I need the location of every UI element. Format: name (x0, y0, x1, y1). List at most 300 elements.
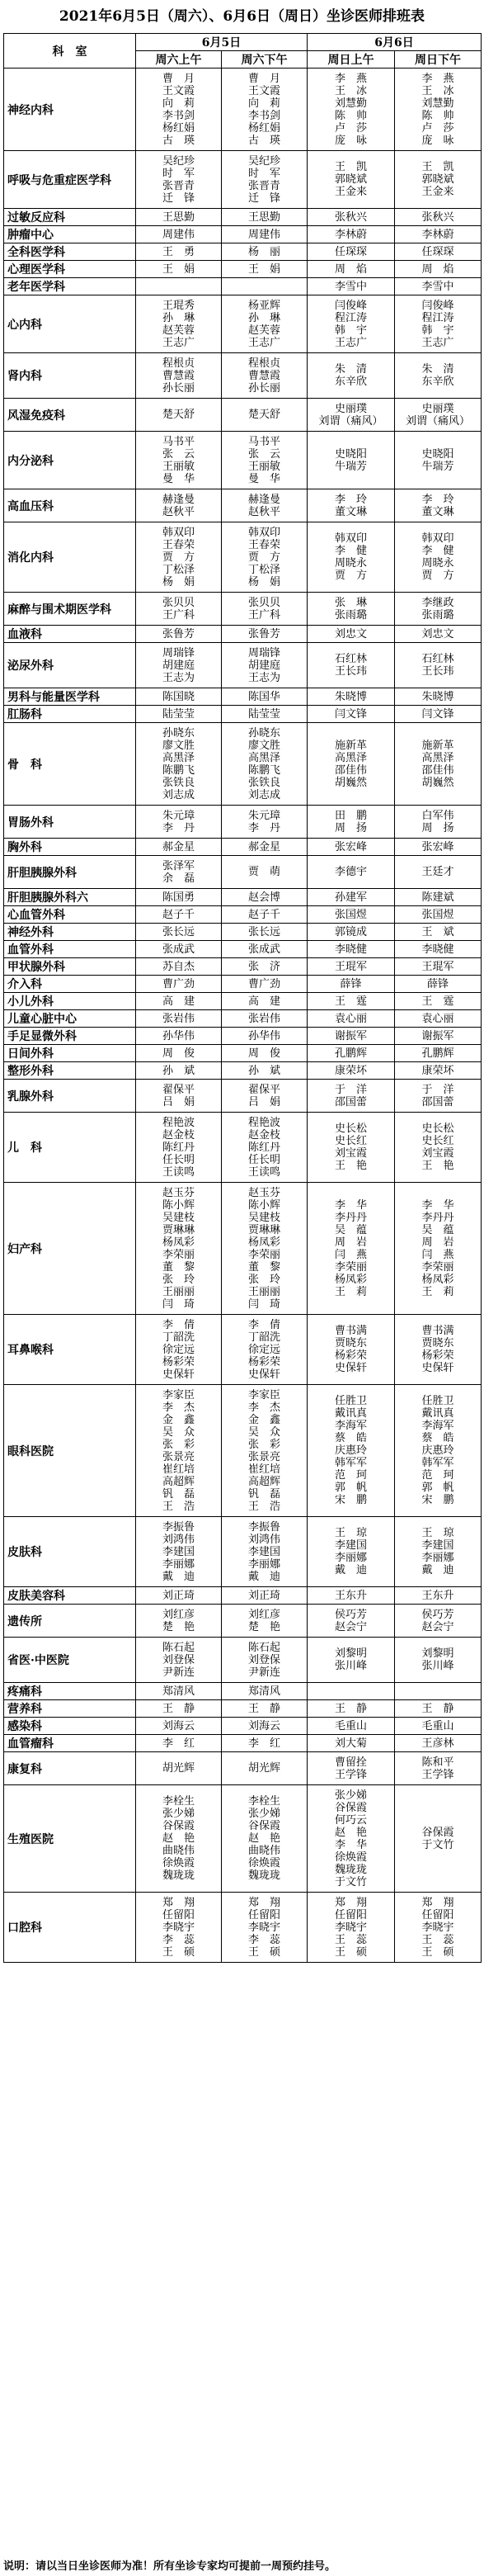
doctor-names-sun-pm: 张秋兴 (395, 209, 482, 226)
roster-row (4, 706, 482, 723)
doctor-names-sat-am: 赵玉芬 陈小辉 吴建枝 贾琳琳 杨凤彩 李荣丽 董 黎 张 玲 王丽丽 闫 琦 (136, 1183, 222, 1315)
doctor-names-sun-am: 李 燕 王 冰 刘慧勤 陈 帅 卢 莎 庞 咏 (308, 69, 395, 151)
doctor-names-sun-pm: 施新革 高黑泽 邵佳伟 胡巍然 (395, 723, 482, 806)
roster-row (4, 1315, 482, 1385)
doctor-names-sat-am: 孙华伟 (136, 1028, 222, 1045)
doctor-names-sun-pm: 曹书满 贾晓东 杨彩荣 史保轩 (395, 1315, 482, 1385)
department-name: 甲状腺外科 (4, 958, 136, 976)
doctor-names-sat-am: 孙晓东 廖文胜 高黑泽 陈鹏飞 张铁良 刘志成 (136, 723, 222, 806)
doctor-names-sun-pm: 李雪中 (395, 278, 482, 295)
department-name: 高血压科 (4, 489, 136, 522)
roster-row (4, 889, 482, 906)
footer-note: 说明：请以当日坐诊医师为准！所有坐诊专家均可提前一周预约挂号。 (3, 2560, 336, 2573)
department-name: 疼痛科 (4, 1683, 136, 1700)
doctor-names-sun-am: 王琨军 (308, 958, 395, 976)
doctor-names-sun-am: 任胜卫 戴讯真 李海军 蔡 皓 庆惠玲 韩军军 范 珂 郭 帆 宋 鹏 (308, 1385, 395, 1517)
department-name: 泌尿外科 (4, 643, 136, 688)
department-name: 内分泌科 (4, 432, 136, 489)
doctor-names-sat-pm: 程根贞 曹慧霞 孙长丽 (222, 353, 308, 399)
department-name: 感染科 (4, 1718, 136, 1735)
doctor-names-sat-pm: 李 倩 丁韶洗 徐定远 杨彩荣 史保轩 (222, 1315, 308, 1385)
roster-row (4, 806, 482, 839)
department-name: 乳腺外科 (4, 1080, 136, 1113)
header-sat-am: 周六上午 (136, 51, 222, 69)
doctor-names-sat-pm: 刘海云 (222, 1718, 308, 1735)
roster-row (4, 906, 482, 924)
doctor-names-sat-pm: 陆莹莹 (222, 706, 308, 723)
doctor-names-sat-am: 孙 斌 (136, 1062, 222, 1080)
doctor-names-sat-am: 韩双印 王春荣 贾 方 丁松泽 杨 娟 (136, 522, 222, 593)
department-name: 肛肠科 (4, 706, 136, 723)
doctor-names-sat-am: 高 建 (136, 993, 222, 1010)
doctor-names-sun-pm: 毛重山 (395, 1718, 482, 1735)
doctor-names-sat-pm: 孙晓东 廖文胜 高黑泽 陈鹏飞 张铁良 刘志成 (222, 723, 308, 806)
roster-row (4, 856, 482, 889)
doctor-names-sun-pm: 闫俊峰 程江涛 韩 宇 王志广 (395, 295, 482, 353)
department-name: 儿 科 (4, 1113, 136, 1183)
doctor-names-sun-am: 朱晓博 (308, 688, 395, 706)
department-name: 神经内科 (4, 69, 136, 151)
doctor-names-sun-pm: 谢振军 (395, 1028, 482, 1045)
roster-row (4, 522, 482, 593)
doctor-names-sun-pm: 刘忠文 (395, 626, 482, 643)
department-name: 口腔科 (4, 1893, 136, 1963)
roster-row (4, 993, 482, 1010)
doctor-names-sun-am: 刘大菊 (308, 1735, 395, 1752)
doctor-names-sun-pm: 韩双印 李 健 周晓永 贾 方 (395, 522, 482, 593)
doctor-names-sat-pm: 李家臣 李 杰 金 鑫 吴 众 张 彩 张景亮 崔红培 高超辉 钒 磊 王 浩 (222, 1385, 308, 1517)
doctor-names-sun-am: 李晓健 (308, 941, 395, 958)
doctor-names-sun-pm: 闫文锋 (395, 706, 482, 723)
doctor-names-sat-am: 张贝贝 王广科 (136, 593, 222, 626)
doctor-names-sun-am: 王 霆 (308, 993, 395, 1010)
doctor-names-sat-am: 王琨秀 孙 琳 赵芙蓉 王志广 (136, 295, 222, 353)
doctor-names-sat-am: 郝金星 (136, 839, 222, 856)
roster-row (4, 1183, 482, 1315)
doctor-names-sun-pm: 陈建斌 (395, 889, 482, 906)
doctor-names-sun-pm: 史丽璞 刘谓（痛风） (395, 399, 482, 432)
department-name: 整形外科 (4, 1062, 136, 1080)
doctor-names-sat-pm: 高 建 (222, 993, 308, 1010)
doctor-names-sun-am: 薛锋 (308, 976, 395, 993)
roster-row (4, 1028, 482, 1045)
doctor-names-sat-am: 陆莹莹 (136, 706, 222, 723)
doctor-names-sun-am: 曹书满 贾晓东 杨彩荣 史保轩 (308, 1315, 395, 1385)
doctor-names-sun-pm: 王 琼 李建国 李丽娜 戴 迪 (395, 1517, 482, 1587)
department-name: 皮肤科 (4, 1517, 136, 1587)
doctor-names-sun-pm: 孔鹏辉 (395, 1045, 482, 1062)
department-name: 小儿外科 (4, 993, 136, 1010)
doctor-names-sat-am: 周 俊 (136, 1045, 222, 1062)
doctor-names-sun-pm: 李 燕 王 冰 刘慧勤 陈 帅 卢 莎 庞 咏 (395, 69, 482, 151)
doctor-names-sat-pm: 楚天舒 (222, 399, 308, 432)
doctor-names-sun-am: 曹留拴 王学锋 (308, 1752, 395, 1785)
doctor-names-sat-pm: 贾 萌 (222, 856, 308, 889)
roster-row (4, 1080, 482, 1113)
roster-row (4, 1893, 482, 1963)
roster-row (4, 688, 482, 706)
doctor-names-sun-pm: 石红林 王长玮 (395, 643, 482, 688)
doctor-names-sun-pm: 周 焰 (395, 261, 482, 278)
doctor-names-sun-am: 李林蔚 (308, 226, 395, 243)
doctor-names-sun-am: 张 琳 张雨璐 (308, 593, 395, 626)
doctor-names-sat-am (136, 278, 222, 295)
doctor-names-sat-pm: 张 济 (222, 958, 308, 976)
doctor-names-sun-pm: 白军伟 周 扬 (395, 806, 482, 839)
doctor-names-sun-am: 闫文锋 (308, 706, 395, 723)
roster-row (4, 69, 482, 151)
doctor-names-sat-am: 李家臣 李 杰 金 鑫 吴 众 张 彩 张景亮 崔红培 高超辉 钒 磊 王 浩 (136, 1385, 222, 1517)
doctor-names-sat-pm: 曹广劲 (222, 976, 308, 993)
doctor-names-sun-pm: 康荣坏 (395, 1062, 482, 1080)
doctor-names-sun-pm: 王 凯 郭晓斌 王金来 (395, 151, 482, 209)
doctor-names-sun-pm: 侯巧芳 赵会宁 (395, 1605, 482, 1638)
department-name: 妇产科 (4, 1183, 136, 1315)
doctor-names-sun-pm: 李晓健 (395, 941, 482, 958)
doctor-names-sun-pm: 史晓阳 牛瑞芳 (395, 432, 482, 489)
roster-row (4, 1062, 482, 1080)
doctor-names-sun-pm: 朱晓博 (395, 688, 482, 706)
doctor-names-sat-am: 马书平 张 云 王丽敏 曼 华 (136, 432, 222, 489)
roster-row (4, 839, 482, 856)
doctor-names-sat-pm: 张贝贝 王广科 (222, 593, 308, 626)
doctor-names-sun-am: 任琛琛 (308, 243, 395, 261)
roster-row (4, 1113, 482, 1183)
department-name: 皮肤美容科 (4, 1587, 136, 1605)
department-name: 全科医学科 (4, 243, 136, 261)
doctor-names-sun-am: 王 静 (308, 1700, 395, 1718)
doctor-names-sun-am: 孙建军 (308, 889, 395, 906)
doctor-names-sat-pm: 杨 丽 (222, 243, 308, 261)
doctor-names-sat-pm: 孙 斌 (222, 1062, 308, 1080)
doctor-names-sun-pm: 张国煜 (395, 906, 482, 924)
department-name: 遗传所 (4, 1605, 136, 1638)
page-title: 2021年6月5日（周六）、6月6日（周日）坐诊医师排班表 (59, 8, 425, 25)
department-name: 风湿免疫科 (4, 399, 136, 432)
doctor-names-sat-pm: 周建伟 (222, 226, 308, 243)
doctor-names-sun-am: 张国煜 (308, 906, 395, 924)
doctor-names-sun-pm: 刘黎明 张川峰 (395, 1638, 482, 1683)
roster-row (4, 209, 482, 226)
roster-row (4, 1683, 482, 1700)
roster-row (4, 261, 482, 278)
doctor-names-sat-pm: 郑 翔 任留阳 李晓宇 李 蕊 王 硕 (222, 1893, 308, 1963)
doctor-names-sun-pm: 王东升 (395, 1587, 482, 1605)
doctor-names-sat-pm (222, 278, 308, 295)
header-sun-pm: 周日下午 (395, 51, 482, 69)
doctor-names-sat-am: 周瑞锋 胡建庭 王志为 (136, 643, 222, 688)
doctor-names-sat-am: 曹广劲 (136, 976, 222, 993)
department-name: 过敏反应科 (4, 209, 136, 226)
doctor-names-sun-am: 朱 清 东辛欣 (308, 353, 395, 399)
doctor-names-sun-am: 史长松 史长红 刘宝霞 王 艳 (308, 1113, 395, 1183)
doctor-names-sat-pm: 王思勤 (222, 209, 308, 226)
doctor-names-sun-am: 张宏峰 (308, 839, 395, 856)
doctor-names-sun-pm (395, 1683, 482, 1700)
doctor-names-sat-am: 楚天舒 (136, 399, 222, 432)
doctor-names-sun-am: 李 华 李丹丹 吴 蕴 周 岩 闫 燕 李荣丽 杨凤彩 王 莉 (308, 1183, 395, 1315)
doctor-names-sun-pm: 史长松 史长红 刘宝霞 王 艳 (395, 1113, 482, 1183)
doctor-names-sat-am: 刘红彦 楚 艳 (136, 1605, 222, 1638)
doctor-names-sat-am: 陈国勇 (136, 889, 222, 906)
doctor-names-sun-am: 石红林 王长玮 (308, 643, 395, 688)
roster-row (4, 1700, 482, 1718)
doctor-names-sat-pm: 郝金星 (222, 839, 308, 856)
doctor-names-sun-am: 李 玲 董文琳 (308, 489, 395, 522)
doctor-names-sat-pm: 陈石起 刘登保 尹新连 (222, 1638, 308, 1683)
department-name: 肿瘤中心 (4, 226, 136, 243)
department-name: 儿童心脏中心 (4, 1010, 136, 1028)
doctor-names-sat-pm: 曹 月 王文霞 向 莉 李书剑 杨红娟 古 瑛 (222, 69, 308, 151)
duty-roster-table (3, 33, 482, 1963)
doctor-names-sun-am: 史丽璞 刘谓（痛风） (308, 399, 395, 432)
doctor-names-sat-pm: 朱元璋 李 丹 (222, 806, 308, 839)
doctor-names-sat-am: 曹 月 王文霞 向 莉 李书剑 杨红娟 古 瑛 (136, 69, 222, 151)
doctor-names-sat-pm: 张长远 (222, 924, 308, 941)
roster-row (4, 278, 482, 295)
doctor-names-sat-am: 朱元璋 李 丹 (136, 806, 222, 839)
roster-row (4, 958, 482, 976)
doctor-names-sun-am: 王 凯 郭晓斌 王金来 (308, 151, 395, 209)
doctor-names-sat-am: 郑 翔 任留阳 李晓宇 李 蕊 王 硕 (136, 1893, 222, 1963)
doctor-names-sun-pm: 李 华 李丹丹 吴 蕴 周 岩 闫 燕 李荣丽 杨凤彩 王 莉 (395, 1183, 482, 1315)
header-sat-pm: 周六下午 (222, 51, 308, 69)
doctor-names-sat-pm: 马书平 张 云 王丽敏 曼 华 (222, 432, 308, 489)
department-name: 呼吸与危重症医学科 (4, 151, 136, 209)
header-sun-am: 周日上午 (308, 51, 395, 69)
department-name: 血管外科 (4, 941, 136, 958)
roster-row (4, 1605, 482, 1638)
doctor-names-sat-pm: 赵子千 (222, 906, 308, 924)
doctor-names-sun-am: 张少娣 谷保霞 何巧云 赵 艳 李 华 徐焕霞 魏珑珑 于文竹 (308, 1785, 395, 1893)
roster-row (4, 1785, 482, 1893)
doctor-names-sat-am: 张泽军 余 磊 (136, 856, 222, 889)
header-date-1: 6月5日 (136, 34, 308, 51)
doctor-names-sun-am: 孔鹏辉 (308, 1045, 395, 1062)
doctor-names-sat-am: 王思勤 (136, 209, 222, 226)
roster-row (4, 295, 482, 353)
doctor-names-sun-pm: 袁心丽 (395, 1010, 482, 1028)
doctor-names-sun-am: 侯巧芳 赵会宁 (308, 1605, 395, 1638)
department-name: 心理医学科 (4, 261, 136, 278)
doctor-names-sat-pm: 郑清风 (222, 1683, 308, 1700)
doctor-names-sun-pm: 王琨军 (395, 958, 482, 976)
doctor-names-sun-am: 韩双印 李 健 周晓永 贾 方 (308, 522, 395, 593)
doctor-names-sat-am: 赵子千 (136, 906, 222, 924)
doctor-names-sat-pm: 张岩伟 (222, 1010, 308, 1028)
doctor-names-sat-am: 陈石起 刘登保 尹新连 (136, 1638, 222, 1683)
doctor-names-sat-pm: 程艳波 赵金枝 陈红丹 任长明 王读鸣 (222, 1113, 308, 1183)
doctor-names-sat-am: 张成武 (136, 941, 222, 958)
doctor-names-sun-am (308, 1683, 395, 1700)
doctor-names-sun-am: 康荣坏 (308, 1062, 395, 1080)
doctor-names-sun-am: 郭镜成 (308, 924, 395, 941)
doctor-names-sun-pm: 王 静 (395, 1700, 482, 1718)
doctor-names-sat-am: 胡光辉 (136, 1752, 222, 1785)
doctor-names-sun-pm: 张宏峰 (395, 839, 482, 856)
doctor-names-sat-am: 张岩伟 (136, 1010, 222, 1028)
roster-row (4, 1735, 482, 1752)
doctor-names-sat-am: 刘海云 (136, 1718, 222, 1735)
doctor-names-sat-am: 王 娟 (136, 261, 222, 278)
department-name: 消化内科 (4, 522, 136, 593)
doctor-names-sat-pm: 赫逢曼 赵秋平 (222, 489, 308, 522)
roster-row (4, 432, 482, 489)
department-name: 肝胆胰腺外科 (4, 856, 136, 889)
department-name: 营养科 (4, 1700, 136, 1718)
roster-row (4, 1010, 482, 1028)
roster-row (4, 643, 482, 688)
doctor-names-sun-pm: 郑 翔 任留阳 李晓宇 王 蕊 王 硕 (395, 1893, 482, 1963)
doctor-names-sun-am: 史晓阳 牛瑞芳 (308, 432, 395, 489)
doctor-names-sat-pm: 张鲁芳 (222, 626, 308, 643)
roster-row (4, 151, 482, 209)
doctor-names-sun-am: 李德宇 (308, 856, 395, 889)
department-name: 耳鼻喉科 (4, 1315, 136, 1385)
department-name: 骨 科 (4, 723, 136, 806)
department-name: 血管瘤科 (4, 1735, 136, 1752)
doctor-names-sat-pm: 吴纪珍 时 军 张晋青 迁 锋 (222, 151, 308, 209)
department-name: 生殖医院 (4, 1785, 136, 1893)
doctor-names-sun-pm: 于 洋 邵国蕾 (395, 1080, 482, 1113)
roster-row (4, 976, 482, 993)
department-name: 介入科 (4, 976, 136, 993)
doctor-names-sun-pm: 薛锋 (395, 976, 482, 993)
doctor-names-sun-am: 王 琼 李建国 李丽娜 戴 迪 (308, 1517, 395, 1587)
doctor-names-sun-am: 施新革 高黑泽 邵佳伟 胡巍然 (308, 723, 395, 806)
department-name: 肝胆胰腺外科六 (4, 889, 136, 906)
doctor-names-sat-pm: 胡光辉 (222, 1752, 308, 1785)
doctor-names-sat-pm: 周瑞锋 胡建庭 王志为 (222, 643, 308, 688)
doctor-names-sun-am: 郑 翔 任留阳 李晓宇 王 蕊 王 硕 (308, 1893, 395, 1963)
doctor-names-sun-pm: 任胜卫 戴讯真 李海军 蔡 皓 庆惠玲 韩军军 范 珂 郭 帆 宋 鹏 (395, 1385, 482, 1517)
doctor-names-sat-am: 苏自杰 (136, 958, 222, 976)
doctor-names-sun-pm: 王彦林 (395, 1735, 482, 1752)
doctor-names-sun-am: 张秋兴 (308, 209, 395, 226)
doctor-names-sat-am: 吴纪珍 时 军 张晋青 迁 锋 (136, 151, 222, 209)
roster-row (4, 1517, 482, 1587)
doctor-names-sat-am: 李振鲁 刘鸿伟 李建国 李丽娜 戴 迪 (136, 1517, 222, 1587)
doctor-names-sun-pm: 王 霆 (395, 993, 482, 1010)
doctor-names-sat-am: 郑清风 (136, 1683, 222, 1700)
roster-row (4, 626, 482, 643)
doctor-names-sun-pm: 王廷才 (395, 856, 482, 889)
doctor-names-sat-pm: 李栓生 张少娣 谷保霞 赵 艳 曲晓伟 徐焕霞 魏珑珑 (222, 1785, 308, 1893)
department-name: 肾内科 (4, 353, 136, 399)
roster-row (4, 243, 482, 261)
department-name: 日间外科 (4, 1045, 136, 1062)
roster-row (4, 593, 482, 626)
doctor-names-sun-pm: 李林蔚 (395, 226, 482, 243)
doctor-names-sun-am: 于 洋 邵国蕾 (308, 1080, 395, 1113)
roster-row (4, 1385, 482, 1517)
roster-row (4, 1638, 482, 1683)
doctor-names-sat-am: 程根贞 曹慧霞 孙长丽 (136, 353, 222, 399)
doctor-names-sat-pm: 翟保平 吕 娟 (222, 1080, 308, 1113)
doctor-names-sat-am: 周建伟 (136, 226, 222, 243)
doctor-names-sat-pm: 刘红彦 楚 艳 (222, 1605, 308, 1638)
doctor-names-sat-am: 李栓生 张少娣 谷保霞 赵 艳 曲晓伟 徐焕霞 魏珑珑 (136, 1785, 222, 1893)
doctor-names-sun-am: 李雪中 (308, 278, 395, 295)
doctor-names-sun-am: 王东升 (308, 1587, 395, 1605)
doctor-names-sat-pm: 陈国华 (222, 688, 308, 706)
doctor-names-sat-am: 张鲁芳 (136, 626, 222, 643)
doctor-names-sun-pm: 李继政 张雨璐 (395, 593, 482, 626)
header-department: 科 室 (4, 34, 136, 69)
doctor-names-sun-am: 刘忠文 (308, 626, 395, 643)
doctor-names-sat-pm: 孙华伟 (222, 1028, 308, 1045)
roster-row (4, 723, 482, 806)
department-name: 省医·中医院 (4, 1638, 136, 1683)
department-name: 血液科 (4, 626, 136, 643)
doctor-names-sun-am: 谢振军 (308, 1028, 395, 1045)
doctor-names-sat-pm: 刘正琦 (222, 1587, 308, 1605)
department-name: 手足显微外科 (4, 1028, 136, 1045)
department-name: 男科与能量医学科 (4, 688, 136, 706)
doctor-names-sun-pm: 任琛琛 (395, 243, 482, 261)
doctor-names-sat-pm: 赵会博 (222, 889, 308, 906)
doctor-names-sat-am: 李 红 (136, 1735, 222, 1752)
roster-row (4, 1718, 482, 1735)
roster-row (4, 399, 482, 432)
roster-row (4, 1587, 482, 1605)
roster-row (4, 941, 482, 958)
doctor-names-sun-pm: 王 斌 (395, 924, 482, 941)
doctor-names-sat-pm: 韩双印 王春荣 贾 方 丁松泽 杨 娟 (222, 522, 308, 593)
doctor-names-sun-am: 周 焰 (308, 261, 395, 278)
department-name: 心内科 (4, 295, 136, 353)
doctor-names-sat-am: 程艳波 赵金枝 陈红丹 任长明 王读鸣 (136, 1113, 222, 1183)
doctor-names-sat-am: 翟保平 吕 娟 (136, 1080, 222, 1113)
doctor-names-sat-am: 赫逢曼 赵秋平 (136, 489, 222, 522)
doctor-names-sat-am: 刘正琦 (136, 1587, 222, 1605)
doctor-names-sun-am: 毛重山 (308, 1718, 395, 1735)
doctor-names-sun-pm: 陈和平 王学锋 (395, 1752, 482, 1785)
doctor-names-sat-pm: 张成武 (222, 941, 308, 958)
roster-row (4, 1045, 482, 1062)
department-name: 心血管外科 (4, 906, 136, 924)
roster-body (4, 69, 482, 1963)
department-name: 神经外科 (4, 924, 136, 941)
header-date-2: 6月6日 (308, 34, 482, 51)
doctor-names-sat-am: 李 倩 丁韶洗 徐定远 杨彩荣 史保轩 (136, 1315, 222, 1385)
doctor-names-sun-am: 田 鹏 周 扬 (308, 806, 395, 839)
doctor-names-sat-pm: 周 俊 (222, 1045, 308, 1062)
doctor-names-sun-pm: 谷保霞 于文竹 (395, 1785, 482, 1893)
roster-row (4, 226, 482, 243)
department-name: 胸外科 (4, 839, 136, 856)
doctor-names-sun-pm: 朱 清 东辛欣 (395, 353, 482, 399)
doctor-names-sun-am: 刘黎明 张川峰 (308, 1638, 395, 1683)
doctor-names-sat-am: 陈国晓 (136, 688, 222, 706)
doctor-names-sat-am: 张长远 (136, 924, 222, 941)
doctor-names-sun-am: 闫俊峰 程江涛 韩 宇 王志广 (308, 295, 395, 353)
doctor-names-sat-pm: 赵玉芬 陈小辉 吴建枝 贾琳琳 杨凤彩 李荣丽 董 黎 张 玲 王丽丽 闫 琦 (222, 1183, 308, 1315)
department-name: 眼科医院 (4, 1385, 136, 1517)
roster-row (4, 924, 482, 941)
doctor-names-sat-pm: 王 娟 (222, 261, 308, 278)
doctor-names-sat-pm: 李 红 (222, 1735, 308, 1752)
department-name: 康复科 (4, 1752, 136, 1785)
doctor-names-sat-am: 王 静 (136, 1700, 222, 1718)
doctor-names-sat-pm: 王 静 (222, 1700, 308, 1718)
department-name: 老年医学科 (4, 278, 136, 295)
department-name: 麻醉与围术期医学科 (4, 593, 136, 626)
roster-row (4, 489, 482, 522)
doctor-names-sat-pm: 李振鲁 刘鸿伟 李建国 李丽娜 戴 迪 (222, 1517, 308, 1587)
roster-row (4, 1752, 482, 1785)
roster-row (4, 353, 482, 399)
